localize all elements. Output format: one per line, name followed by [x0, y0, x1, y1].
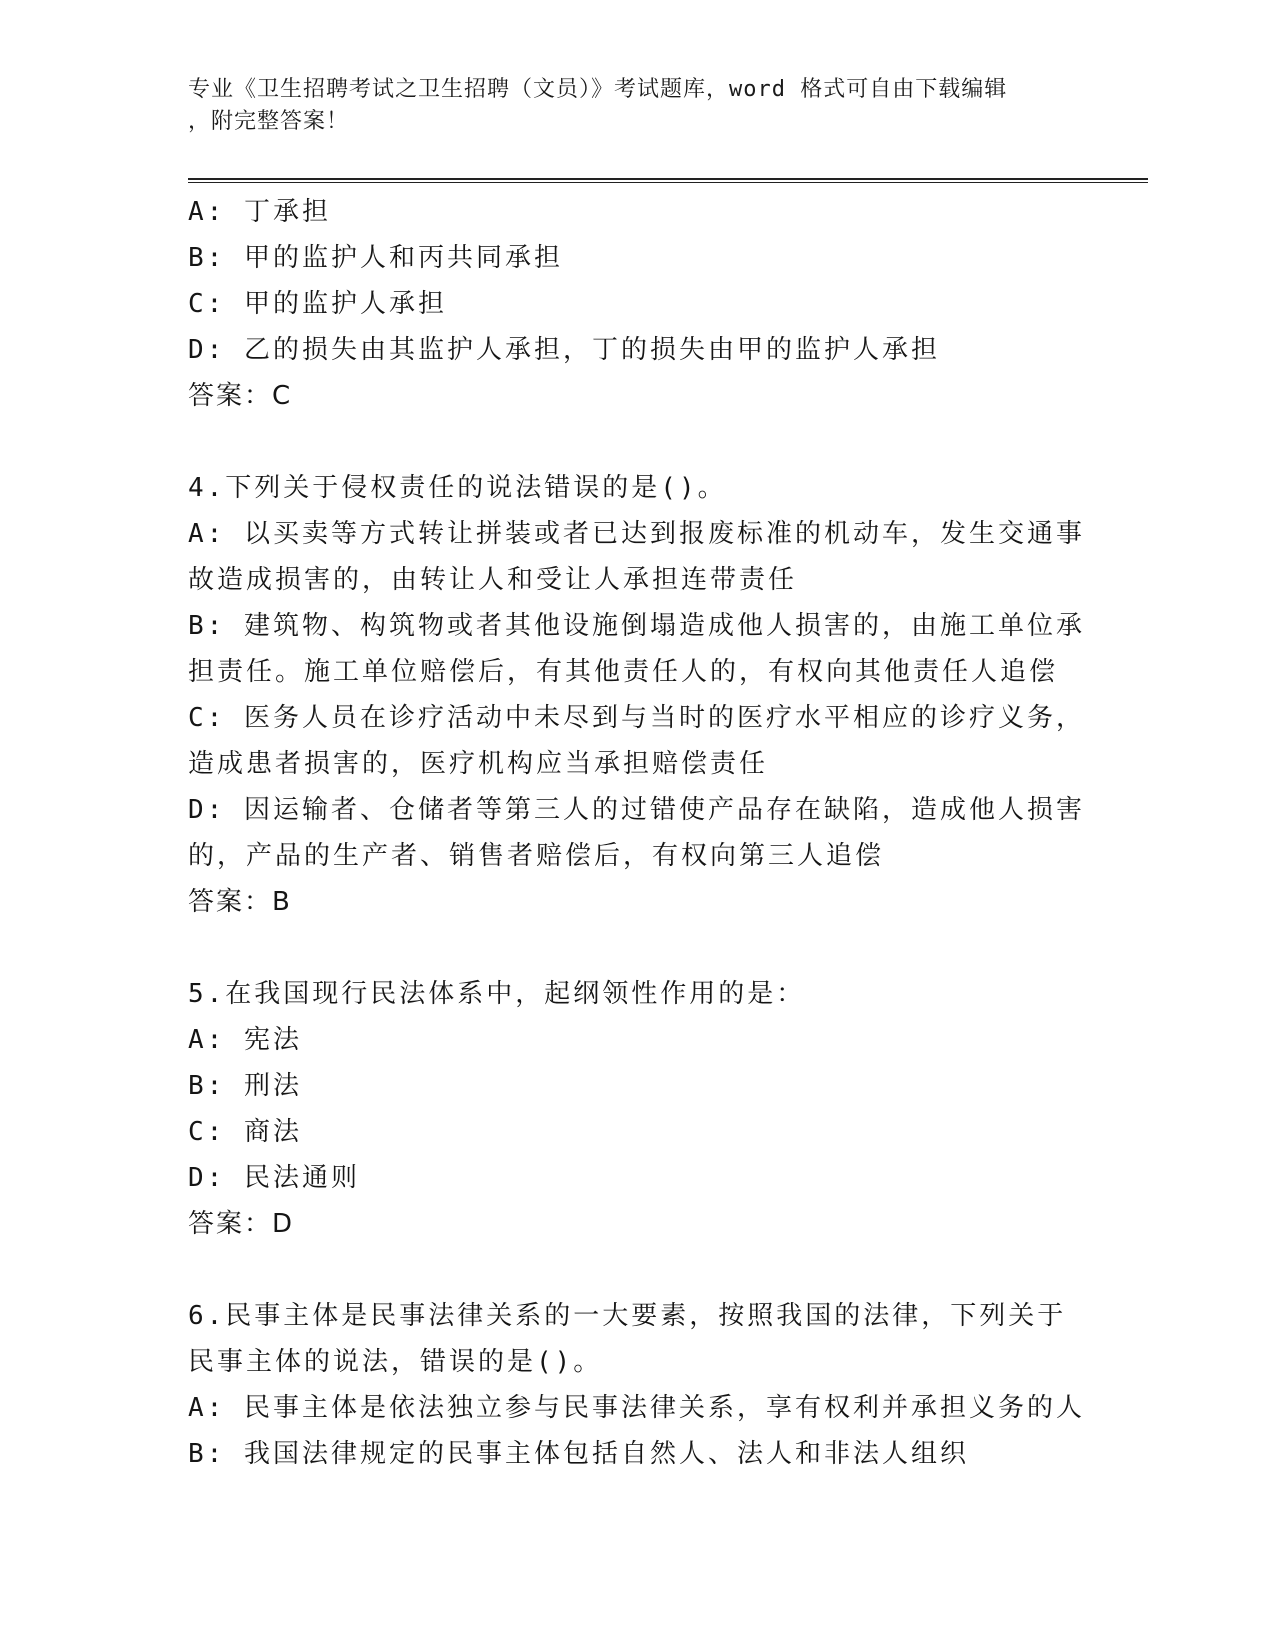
- option-b: B: 我国法律规定的民事主体包括自然人、法人和非法人组织: [188, 1439, 969, 1469]
- option-c: C: 商法: [188, 1117, 302, 1147]
- option-d: D: 民法通则: [188, 1163, 360, 1193]
- option-a: A: 宪法: [188, 1025, 302, 1055]
- option-c: C: 甲的监护人承担: [188, 289, 447, 319]
- header-title-line-2: ，附完整答案！: [188, 109, 350, 134]
- option-b: B: 刑法: [188, 1071, 302, 1101]
- answer-label: 答案：B: [188, 887, 292, 917]
- option-a: A: 民事主体是依法独立参与民事法律关系，享有权利并承担义务的人: [188, 1393, 1085, 1423]
- answer-label: 答案：C: [188, 381, 293, 411]
- question-6: [188, 1293, 1088, 1477]
- spacer: [188, 1247, 1088, 1293]
- header-title-line-1: 专业《卫生招聘考试之卫生招聘（文员）》考试题库，word 格式可自由下载编辑: [188, 77, 1008, 102]
- option-d-continued: 的，产品的生产者、销售者赔偿后，有权向第三人追偿: [188, 841, 885, 871]
- answer-label: 答案：D: [188, 1209, 295, 1239]
- option-d: D: 因运输者、仓储者等第三人的过错使产品存在缺陷，造成他人损害: [188, 795, 1085, 825]
- question-stem: 5.在我国现行民法体系中，起纲领性作用的是：: [188, 979, 806, 1009]
- spacer: [188, 419, 1088, 465]
- question-5: [188, 971, 1088, 1247]
- question-list: [188, 189, 1088, 1477]
- option-d: D: 乙的损失由其监护人承担，丁的损失由甲的监护人承担: [188, 335, 940, 365]
- option-b: B: 甲的监护人和丙共同承担: [188, 243, 563, 273]
- spacer: [188, 925, 1088, 971]
- question-3: [188, 189, 1088, 419]
- option-c-continued: 造成患者损害的，医疗机构应当承担赔偿责任: [188, 749, 769, 779]
- option-a-continued: 故造成损害的，由转让人和受让人承担连带责任: [188, 565, 798, 595]
- option-a: A: 丁承担: [188, 197, 331, 227]
- question-4: [188, 465, 1088, 925]
- option-b: B: 建筑物、构筑物或者其他设施倒塌造成他人损害的，由施工单位承: [188, 611, 1085, 641]
- document-header: [188, 74, 1068, 138]
- question-stem: 4.下列关于侵权责任的说法错误的是()。: [188, 473, 727, 503]
- header-divider: [188, 178, 1148, 183]
- question-stem-continued: 民事主体的说法，错误的是()。: [188, 1347, 603, 1377]
- option-a: A: 以买卖等方式转让拼装或者已达到报废标准的机动车，发生交通事: [188, 519, 1085, 549]
- option-c: C: 医务人员在诊疗活动中未尽到与当时的医疗水平相应的诊疗义务，: [188, 703, 1085, 733]
- option-b-continued: 担责任。施工单位赔偿后，有其他责任人的，有权向其他责任人追偿: [188, 657, 1059, 687]
- question-stem: 6.民事主体是民事法律关系的一大要素，按照我国的法律，下列关于: [188, 1301, 1067, 1331]
